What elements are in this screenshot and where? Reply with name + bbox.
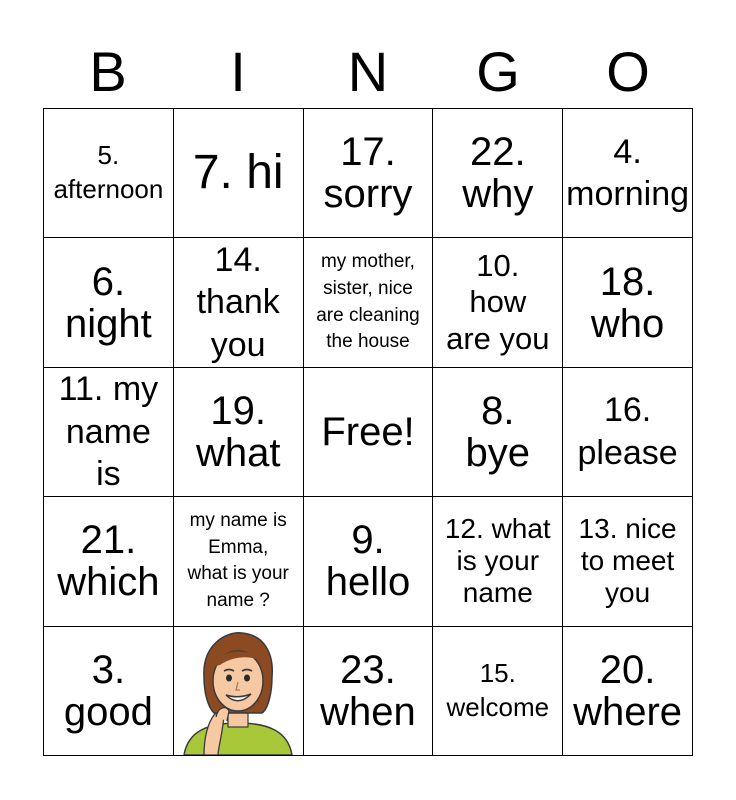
bingo-cell-text: 4. morning (566, 132, 690, 214)
bingo-cell (44, 627, 174, 756)
bingo-cell-text: 6. night (65, 259, 152, 346)
bingo-cell (433, 627, 563, 756)
header-letter-b: B (89, 40, 127, 103)
bingo-cell-text: 23. when (320, 647, 416, 734)
bingo-cell (563, 368, 693, 497)
bingo-cell (44, 368, 174, 497)
bingo-cell-text: 21. which (57, 518, 160, 605)
bingo-cell-text: 14. thank you (196, 240, 280, 364)
bingo-cell (174, 238, 304, 367)
woman-thinking-image (174, 627, 302, 755)
bingo-cell-text: 17. sorry (323, 130, 413, 217)
bingo-cell (563, 238, 693, 367)
header-letter-n: N (347, 40, 389, 103)
bingo-cell (433, 497, 563, 626)
bingo-cell-text: 15. welcome (446, 657, 550, 722)
bingo-cell-text: 8. bye (465, 388, 531, 475)
bingo-cell (433, 238, 563, 367)
bingo-cell (174, 497, 304, 626)
bingo-cell-picture (174, 627, 304, 756)
bingo-cell (304, 109, 434, 238)
bingo-cell-text: my mother, sister, nice are cleaning the house (316, 251, 420, 353)
bingo-cell-text: 20. where (573, 647, 683, 734)
bingo-cell (563, 497, 693, 626)
header-letter-g: G (476, 40, 520, 103)
bingo-cell-text: 13. nice to meet you (578, 513, 677, 609)
bingo-cell-text: 3. good (63, 647, 153, 734)
bingo-board (43, 108, 693, 756)
bingo-cell (174, 109, 304, 238)
bingo-cell-text: 7. hi (192, 145, 284, 199)
bingo-cell (304, 238, 434, 367)
header-letter-i: I (230, 40, 246, 103)
bingo-cell (563, 109, 693, 238)
bingo-cell (174, 368, 304, 497)
bingo-cell (44, 109, 174, 238)
bingo-header (43, 38, 693, 106)
bingo-cell-text: 18. who (590, 259, 665, 346)
bingo-cell (433, 368, 563, 497)
bingo-cell (44, 497, 174, 626)
bingo-cell-text: 11. my name is (58, 370, 159, 494)
bingo-cell-text: 10. how are you (446, 248, 550, 356)
bingo-cell-text: 16. please (577, 391, 678, 472)
bingo-cell-text: 22. why (462, 130, 534, 217)
bingo-cell-text: 9. hello (325, 518, 411, 605)
bingo-cell-text: 12. what is your name (444, 513, 551, 609)
bingo-cell-text: 5. afternoon (53, 140, 164, 205)
bingo-cell (563, 627, 693, 756)
header-letter-o: O (606, 40, 650, 103)
bingo-cell (304, 627, 434, 756)
bingo-cell-text: 19. what (195, 388, 281, 475)
bingo-cell (304, 497, 434, 626)
bingo-cell (433, 109, 563, 238)
bingo-cell (44, 238, 174, 367)
bingo-cell-text: my name is Emma, what is your name ? (187, 510, 289, 611)
bingo-cell (304, 368, 434, 497)
bingo-cell-text: Free! (321, 409, 415, 454)
